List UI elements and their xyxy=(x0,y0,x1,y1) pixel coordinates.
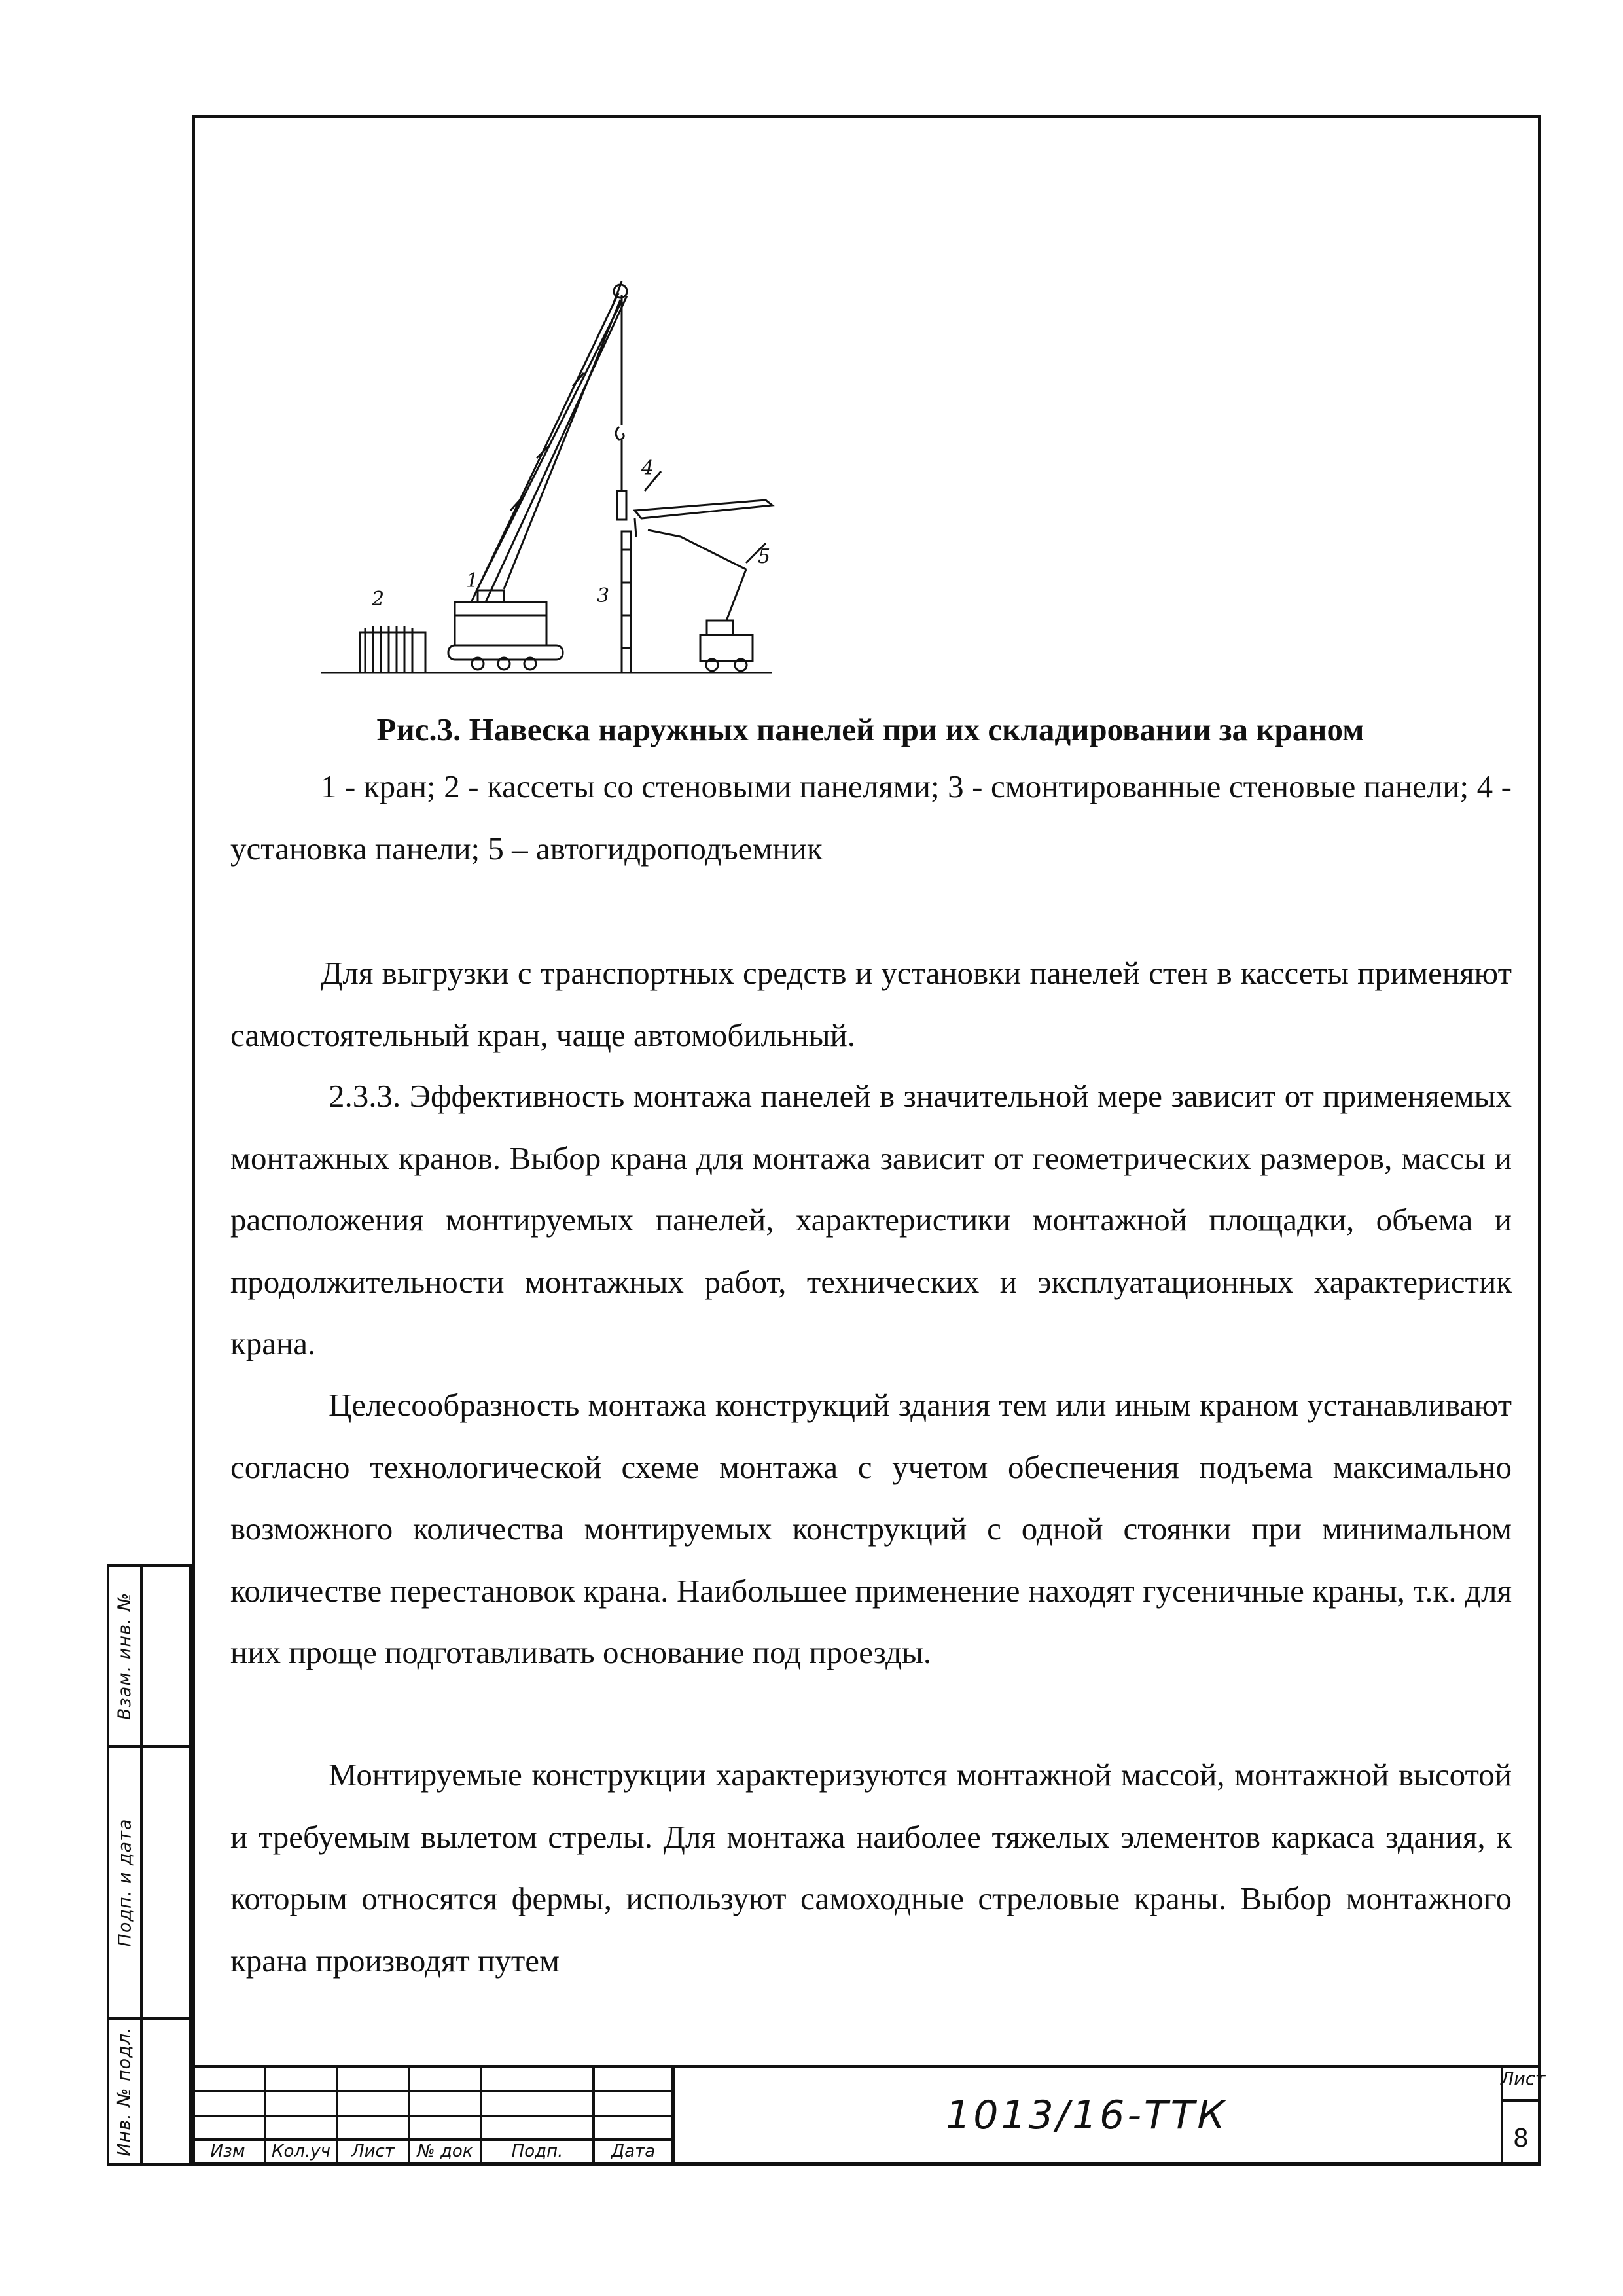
document-code: 1013/16-ТТК xyxy=(946,2092,1228,2138)
stamp-header-data: Дата xyxy=(611,2142,656,2161)
sheet-number: 8 xyxy=(1512,2124,1529,2153)
body-paragraph-4: Монтируемые конструкции характеризуются монтажной массой, монтажной высотой и требуемым вылетом стрелы. Для монтажа наиболее тяжелых элементов каркаса здания, к которым относятся фермы, используют самоходные стреловые краны. Выбор монтажного крана производят путем xyxy=(230,1757,1512,1979)
side-label-vzam: Взам. инв. № xyxy=(115,1592,135,1720)
figure-label-2: 2 xyxy=(372,588,385,611)
body-paragraph-3: Целесообразность монтажа конструкций здания тем или иным краном устанавливают согласно технологической схеме монтажа с учетом обеспечения подъема максимально возможного количества монтируемых конструкций с одной стоянки при минимальном количестве перестановок крана. Наибольшее применение находят гусеничные краны, т.к. для них проще подготавливать основание под проезды. xyxy=(230,1387,1512,1670)
figure-caption-legend: 1 - кран; 2 - кассеты со стеновыми панелями; 3 - смонтированные стеновые панели; 4 - установка панели; 5 – автогидроподъемник xyxy=(230,768,1512,867)
stamp-header-list: Лист xyxy=(351,2142,395,2161)
figure-label-1: 1 xyxy=(466,569,479,592)
stamp-header-izm: Изм xyxy=(210,2142,245,2161)
figure-label-4: 4 xyxy=(641,457,654,480)
body-paragraph-1: Для выгрузки с транспортных средств и установки панелей стен в кассеты применяют самостоятельный кран, чаще автомобильный. xyxy=(230,955,1512,1053)
sheet-label: Лист xyxy=(1501,2069,1546,2089)
figure-caption-title: Рис.3. Навеска наружных панелей при их складировании за краном xyxy=(376,711,1364,747)
figure-label-3: 3 xyxy=(597,584,610,607)
title-block xyxy=(192,2065,1546,2166)
crane-drawing xyxy=(314,262,785,681)
side-label-inv: Инв. № подл. xyxy=(115,2026,135,2157)
body-paragraph-2: 2.3.3. Эффективность монтажа панелей в значительной мере зависит от применяемых монтажных кранов. Выбор крана для монтажа зависит от геометрических размеров, массы и расположения монтируемых панелей, характеристики монтажной площадки, объема и продолжительности монтажных работ, технических и эксплуатационных характеристик крана. xyxy=(230,1078,1512,1361)
crane-figure xyxy=(314,262,785,681)
stamp-header-kol-uch: Кол.уч xyxy=(272,2142,330,2161)
side-label-podp: Подп. и дата xyxy=(115,1818,135,1946)
stamp-header-doc-no: № док xyxy=(417,2142,473,2161)
sheet-box xyxy=(1501,2065,1546,2166)
side-strip xyxy=(107,1564,192,2166)
figure-label-5: 5 xyxy=(758,545,771,568)
stamp-header-podp: Подп. xyxy=(511,2142,563,2161)
